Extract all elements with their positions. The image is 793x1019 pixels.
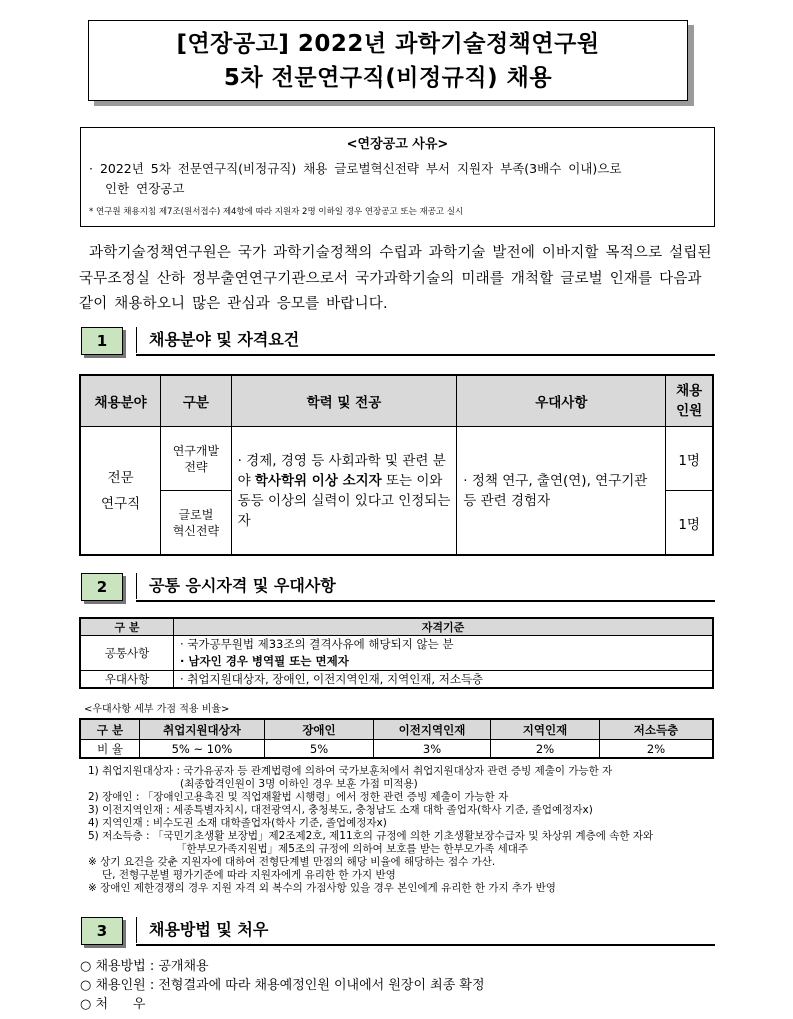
th-qual-criteria: 자격기준	[174, 618, 714, 636]
edu-text-bold: 학사학위 이상 소지자	[254, 472, 382, 489]
section-1-number: 1	[81, 327, 123, 355]
th-bonus-regional: 지역인재	[491, 719, 600, 740]
section-3-underline	[136, 944, 715, 946]
cell-type-global	[161, 491, 231, 555]
th-education: 학력 및 전공	[231, 375, 457, 427]
cell-common-criteria	[174, 636, 714, 671]
edu-text-post: 또는 이와 동등 이상의 실력이 있다고 인정되는 자	[237, 472, 451, 529]
cell-ratio-regional: 2%	[491, 740, 600, 759]
section-2-title: 공통 응시자격 및 우대사항	[136, 573, 336, 599]
method-item: ○ 채용방법 : 공개채용	[80, 959, 209, 974]
th-headcount	[666, 375, 713, 427]
common-criteria-2: · 남자인 경우 병역필 또는 면제자	[180, 654, 349, 668]
cell-type-rnd-line-1: 연구개발	[172, 443, 220, 458]
note-line: 「한부모가족지원법」제5조의 규정에 의하여 보호를 받는 한부모가족 세대주	[176, 843, 528, 855]
notice-footnote: * 연구원 채용지침 제7조(원서접수) 제4항에 따라 지원자 2명 이하일 경우 연장공고 또는 재공고 실시	[89, 207, 464, 217]
note-line: 3) 이전지역인재 : 세종특별자치시, 대전광역시, 충청북도, 충청남도 소재 대학 졸업자(학사 기준, 졸업예정자x)	[88, 804, 593, 816]
section-1-underline	[136, 354, 715, 356]
headcount-item: ○ 채용인원 : 전형결과에 따라 채용예정인원 이내에서 원장이 최종 확정	[80, 978, 485, 993]
cell-count-global: 1명	[666, 491, 713, 555]
cell-field	[80, 427, 161, 555]
cell-pref-criteria: · 취업지원대상자, 장애인, 이전지역인재, 지역인재, 저소득층	[174, 671, 714, 689]
th-headcount-line-1: 채용	[676, 383, 703, 400]
cell-type-global-line-2: 혁신전략	[172, 523, 220, 538]
th-type: 구분	[161, 375, 231, 427]
cell-common-label: 공통사항	[80, 636, 174, 671]
cell-pref-label: 우대사항	[80, 671, 174, 689]
recruitment-method-list	[80, 957, 485, 1014]
cell-type-rnd-line-2: 전략	[184, 459, 208, 474]
cell-preference: · 정책 연구, 출연(연), 연구기관 등 관련 경험자	[457, 427, 666, 555]
th-headcount-line-2: 인원	[676, 403, 703, 420]
th-bonus-veteran: 취업지원대상자	[140, 719, 265, 740]
section-2-underline	[136, 600, 715, 602]
th-bonus-type: 구 분	[80, 719, 140, 740]
section-3-number: 3	[81, 917, 123, 945]
th-bonus-lowincome: 저소득층	[600, 719, 714, 740]
note-line: 1) 취업지원대상자 : 국가유공자 등 관계법령에 의하여 국가보훈처에서 취업지원대상자 관련 증빙 제출이 가능한 자	[88, 765, 613, 777]
note-line: 5) 저소득층 : 「국민기초생활 보장법」제2조제2호, 제11호의 규정에 의한 기초생활보장수급자 및 차상위 계층에 속한 자와	[88, 830, 654, 842]
title-line-2: 5차 전문연구직(비정규직) 채용	[223, 64, 553, 91]
cell-ratio-disabled: 5%	[265, 740, 374, 759]
section-1-title: 채용분야 및 자격요건	[136, 327, 299, 353]
note-line: 4) 지역인재 : 비수도권 소재 대학졸업자(학사 기준, 졸업예정자x)	[88, 817, 387, 829]
common-criteria-1: · 국가공무원법 제33조의 결격사유에 해당되지 않는 분	[180, 637, 454, 651]
note-line: 2) 장애인 : 「장애인고용촉진 및 직업재활법 시행령」에서 정한 관련 증빙 제출이 가능한 자	[88, 791, 509, 803]
section-2-number: 2	[81, 573, 123, 601]
page-title	[88, 20, 688, 101]
edu-text-pre: · 경제, 경영 등 사회과학 및 관련 분야	[237, 452, 446, 489]
title-line-1: [연장공고] 2022년 과학기술정책연구원	[176, 30, 600, 57]
note-line: ※ 상기 요건을 갖춘 지원자에 대하여 전형단계별 만점의 해당 비율에 해당하는 점수 가산.	[88, 856, 496, 868]
bonus-ratio-table	[79, 718, 714, 759]
cell-type-rnd	[161, 427, 231, 491]
note-line: (최종합격인원이 3명 이하인 경우 보훈 가점 미적용)	[180, 778, 418, 790]
bonus-notes	[88, 765, 728, 895]
intro-paragraph: 과학기술정책연구원은 국가 과학기술정책의 수립과 과학기술 발전에 이바지할 목적으로 설립된 국무조정실 산하 정부출연연구기관으로서 국가과학기술의 미래를 개척할 글로벌 인재를 다음과 같이 채용하오니 많은 관심과 응모를 바랍니다.	[79, 245, 712, 312]
notice-line-1: · 2022년 5차 전문연구직(비정규직) 채용 글로벌혁신전략 부서 지원자 부족(3배수 이내)으로	[89, 161, 622, 176]
cell-field-line-1: 전문	[107, 469, 134, 486]
notice-heading: <연장공고 사유>	[346, 137, 449, 152]
extension-notice-box	[80, 127, 715, 227]
cell-type-global-line-1: 글로벌	[178, 507, 214, 522]
th-preference: 우대사항	[457, 375, 666, 427]
th-qual-type: 구 분	[80, 618, 174, 636]
treatment-item: ○ 처 우	[80, 997, 146, 1012]
cell-ratio-veteran: 5% ~ 10%	[140, 740, 265, 759]
cell-ratio-relocated: 3%	[374, 740, 491, 759]
cell-ratio-label: 비 율	[80, 740, 140, 759]
section-3-title: 채용방법 및 처우	[136, 917, 268, 943]
cell-ratio-lowincome: 2%	[600, 740, 714, 759]
cell-field-line-2: 연구직	[101, 495, 141, 512]
recruitment-table	[79, 374, 714, 556]
bonus-table-caption: <우대사항 세부 가점 적용 비율>	[84, 704, 230, 715]
th-bonus-disabled: 장애인	[265, 719, 374, 740]
th-field: 채용분야	[80, 375, 161, 427]
qualification-table	[79, 617, 714, 689]
cell-count-rnd: 1명	[666, 427, 713, 491]
note-line: ※ 장애인 제한경쟁의 경우 지원 자격 외 복수의 가점사항 있을 경우 본인에게 유리한 한 가지 추가 반영	[88, 882, 556, 894]
notice-line-2: 인한 연장공고	[105, 181, 185, 196]
th-bonus-relocated: 이전지역인재	[374, 719, 491, 740]
note-line: 단, 전형구분별 평가기준에 따라 지원자에게 유리한 한 가지 반영	[102, 869, 396, 881]
cell-education	[231, 427, 457, 555]
